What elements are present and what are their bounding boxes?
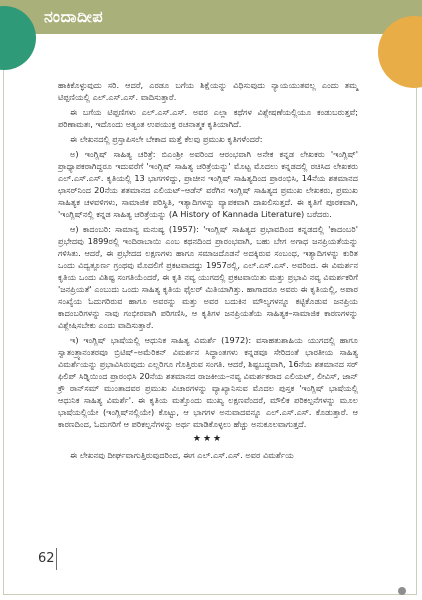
paragraph-modern-criticism: ಇ) ಇಂಗ್ಲಿಷ್ ಭಾಷೆಯಲ್ಲಿ ಆಧುನಿಕ ಸಾಹಿತ್ಯ ವಿಮರ್ಶೆ (1972): ವಸಾಹತುಶಾಹಿಯ ಯುಗದಲ್ಲಿ ಹಾಗೂ ಸ್ವಾತಂತ್ರ್ಯಾನಂತರವೂ ಬ್ರಿಟಿಷ್–ಅಮೆರಿಕನ್ ವಿಮರ್ಶನ ಸಿದ್ಧಾಂತಗಳು ಕನ್ನಡವೂ ಸೇರಿದಂತೆ ಭಾರತೀಯ ಸಾಹಿತ್ಯ ವಿಮರ್ಶೆಯನ್ನು ಪ್ರಭಾವಿಸಿರುವುದು ಎಲ್ಲರಿಗೂ ಗೊತ್ತಿರುವ ಸಂಗತಿ. ಆದರೆ, ಶಿಷ್ಟಬದ್ಧವಾಗಿ, 16ನೆಯ ಶತಮಾನದ ಸರ್ ಫಿಲಿಪ್ ಸಿಡ್ನಿಯಿಂದ ಪ್ರಾರಂಭಿಸಿ 20ನೆಯ ಶತಮಾನದ ರಾಜಕೀಯ–ನವ್ಯ ವಿಮರ್ಶಕರಾದ ಎಲಿಯಟ್, ಲೀವಿಸ್, ಜಾನ್ ಕ್ರೌ ರಾನ್‌ಸಮ್ ಮುಂತಾದವರ ಪ್ರಮುಖ ವಿಚಾರಗಳನ್ನು ವ್ಯಾಖ್ಯಾನಿಸುವ ಮೊದಲ ಪುಸ್ತಕ 'ಇಂಗ್ಲಿಷ್ ಭಾಷೆಯಲ್ಲಿ ಆಧುನಿಕ ಸಾಹಿತ್ಯ ವಿಮರ್ಶೆ'. ಈ ಕೃತಿಯ ಮತ್ತೊಂದು ಮುಖ್ಯ ಲಕ್ಷಣವೆಂದರೆ, ಮೌಲಿಕ ಪರಿಕಲ್ಪನೆಗಳನ್ನು ಮೂಲ ಭಾಷೆಯಲ್ಲಿಯೇ (ಇಂಗ್ಲಿಷ್‌ನಲ್ಲಿಯೇ) ಕೊಟ್ಟು, ಆ ಭಾಗಗಳ ಅನುವಾದವನ್ನೂ ಎಲ್.ಎಸ್.ಎಸ್. ಕೊಡುತ್ತಾರೆ. ಆ ಕಾರಣದಿಂದ, ಓದುಗರಿಗೆ ಆ ಪರಿಕಲ್ಪನೆಗಳನ್ನು ಅರ್ಥ ಮಾಡಿಕೊಳ್ಳಲು ಹೆಚ್ಚು ಅನುಕೂಲವಾಗುತ್ತದೆ.	[58, 335, 358, 429]
page-header-title: ನಂದಾದೀಪ	[44, 7, 104, 26]
page-number: 62	[38, 551, 55, 566]
body-text	[58, 79, 358, 464]
header-band	[0, 0, 422, 34]
section-separator: ★★★	[192, 434, 224, 444]
corner-dot	[398, 587, 406, 595]
paragraph-english-literary-history: ಅ) ಇಂಗ್ಲಿಷ್ ಸಾಹಿತ್ಯ ಚರಿತ್ರೆ: ಬಿಎಂಶ್ರೀ ಅವರಿಂದ ಆರಂಭವಾಗಿ ಅನೇಕ ಕನ್ನಡ ಲೇಖಕರು 'ಇಂಗ್ಲಿಷ್' ಪ್ರಾಧ್ಯಾಪಕರಾಗಿದ್ದರೂ ಇದುವರೆಗೆ 'ಇಂಗ್ಲಿಷ್ ಸಾಹಿತ್ಯ ಚರಿತ್ರೆಯನ್ನು' ಮೊಟ್ಟ ಮೊದಲು ಕನ್ನಡದಲ್ಲಿ ರಚಿಸಿದ ಲೇಖಕರು ಎಲ್.ಎಸ್.ಎಸ್. ಕೃತಿಯಲ್ಲಿ 13 ಭಾಗಗಳಿದ್ದು, ಪ್ರಾಚೀನ ಇಂಗ್ಲಿಷ್ ಸಾಹಿತ್ಯದಿಂದ ಪ್ರಾರಂಭಿಸಿ, 14ನೆಯ ಶತಮಾನದ ಛಾಸರ್‌ನಿಂದ 20ನೆಯ ಶತಮಾನದ ಎಲಿಯಟ್–ಆಡೆನ್ ವರೆಗಿನ ಇಂಗ್ಲಿಷ್ ಸಾಹಿತ್ಯದ ಪ್ರಮುಖ ಲೇಖಕರು, ಪ್ರಮುಖ ಸಾಹಿತ್ಯಕ ಚಳವಳಿಗಳು, ಸಾಮಾಜಿಕ ಪರಿಸ್ಥಿತಿ, ಇತ್ಯಾದಿಗಳನ್ನು ವ್ಯಾಪಕವಾಗಿ ದಾಖಲಿಸುತ್ತದೆ. ಈ ಕೃತಿಗೆ ಪೂರಕವಾಗಿ, 'ಇಂಗ್ಲಿಷ್‌ನಲ್ಲಿ ಕನ್ನಡ ಸಾಹಿತ್ಯ ಚರಿತ್ರೆಯನ್ನು (A History of Kannada Literature) ಬರೆದರು.	[58, 149, 358, 219]
paragraph: ಹಾಕಿಕೊಳ್ಳುವುದು ಸರಿ. ಆದರೆ, ಎರಡೂ ಬಗೆಯ ಶಿಕ್ಷೆಯನ್ನು ವಿಧಿಸುವುದು ನ್ಯಾಯಯುತವಲ್ಲ ಎಂದು ತಮ್ಮ ಟಿಪ್ಪಣಿಯಲ್ಲಿ ಎಲ್.ಎಸ್.ಎಸ್. ವಾದಿಸುತ್ತಾರೆ.	[58, 80, 358, 102]
paragraph-novel: ಆ) ಕಾದಂಬರಿ: ಸಾಮಾನ್ಯ ಮನುಷ್ಯ (1957): 'ಇಂಗ್ಲಿಷ್ ಸಾಹಿತ್ಯದ ಪ್ರಭಾವದಿಂದ ಕನ್ನಡದಲ್ಲಿ 'ಕಾದಂಬರಿ' ಪ್ರಭೇದವು 1899ರಲ್ಲಿ ಇಂದಿರಾಬಾಯಿ ಎಂಬ ಕಥನದಿಂದ ಪ್ರಾರಂಭವಾಗಿ, ಬಹು ಬೇಗ ಅಗಾಧ ಜನಪ್ರಿಯತೆಯನ್ನು ಗಳಿಸಿತು. ಆದರೆ, ಈ ಪ್ರಭೇದದ ಲಕ್ಷಣಗಳು ಹಾಗೂ ಸಮಾಜದೊಡನೆ ಅದಕ್ಕಿರುವ ಸಂಬಂಧ, ಇತ್ಯಾದಿಗಳನ್ನು ಕುರಿತ ಒಂದು ವಿದ್ವತ್ಪೂರ್ಣ ಗ್ರಂಥವು ಮೊದಲಿಗೆ ಪ್ರಕಟವಾದದ್ದು 1957ರಲ್ಲಿ, ಎಲ್.ಎಸ್.ಎಸ್. ಅವರಿಂದ. ಈ ವಿಮರ್ಶನ ಕೃತಿಯ ಒಂದು ವಿಶಿಷ್ಟ ಸಂಗತಿಯೆಂದರೆ, ಈ ಕೃತಿ ನವ್ಯ ಯುಗದಲ್ಲಿ ಪ್ರಕಟವಾಯಿತು ಮತ್ತು ಪ್ರಭಾವಿ ನವ್ಯ ವಿಮರ್ಶಕರಿಗೆ 'ಜನಪ್ರಿಯತೆ' ಎಂಬುದು ಒಂದು ಸಾಹಿತ್ಯ ಕೃತಿಯ ಫೈಲರ್ ಮಿತಿಯಾಗಿತ್ತು. ಹಾಗಾದರೂ ಅವರು ಈ ಕೃತಿಯಲ್ಲಿ, ಅಪಾರ ಸಂಖ್ಯೆಯ ಓದುಗರಿರುವ ಹಾಗೂ ಅವರನ್ನು ಮತ್ತು ಅವರ ಬದುಕಿನ ಮೌಲ್ಯಗಳನ್ನೂ ಕಟ್ಟಿಕೊಡುವ ಜನಪ್ರಿಯ ಕಾದಂಬರಿಗಳನ್ನು ನಾವು ಗಂಭೀರವಾಗಿ ಪರಿಗಣಿಸಿ, ಆ ಕೃತಿಗಳ ಜನಪ್ರಿಯತೆಯ ಸಾಹಿತ್ಯಕ–ಸಾಮಾಜಿಕ ಕಾರಣಗಳನ್ನು ವಿಶ್ಲೇಷಿಸಬೇಕು ಎಂದು ವಾದಿಸುತ್ತಾರೆ.	[58, 224, 358, 330]
paragraph: ಈ ಲೇಖನದಲ್ಲಿ ಪ್ರಸ್ತಾಪಿಸಲೇ ಬೇಕಾದ ಮತ್ತೆ ಕೆಲವು ಪ್ರಮುಖ ಕೃತಿಗಳೆಂದರೆ:	[70, 134, 263, 144]
page-number-rule	[56, 548, 57, 570]
closing-paragraph: ಈ ಲೇಖನವು ದೀರ್ಘವಾಗುತ್ತಿರುವುದರಿಂದ, ಈಗ ಎಲ್.ಎಸ್.ಎಸ್. ಅವರ ವಿಮರ್ಶೆಯ	[70, 450, 294, 460]
paragraph: ಈ ಬಗೆಯ ಟಿಪ್ಪಣಿಗಳು ಎಲ್.ಎಸ್.ಎಸ್. ಅವರ ಎಲ್ಲಾ ಕಥೆಗಳ ವಿಶ್ಲೇಷಣೆಯಲ್ಲಿಯೂ ಕಂಡುಬರುತ್ತವೆ; ಪರಿಣಾಮತಃ, ಇದೊಂದು ಅತ್ಯಂತ ಉಪಯುಕ್ತ ರಚನಾತ್ಮಕ ಕೃತಿಯಾಗಿದೆ.	[58, 107, 358, 129]
